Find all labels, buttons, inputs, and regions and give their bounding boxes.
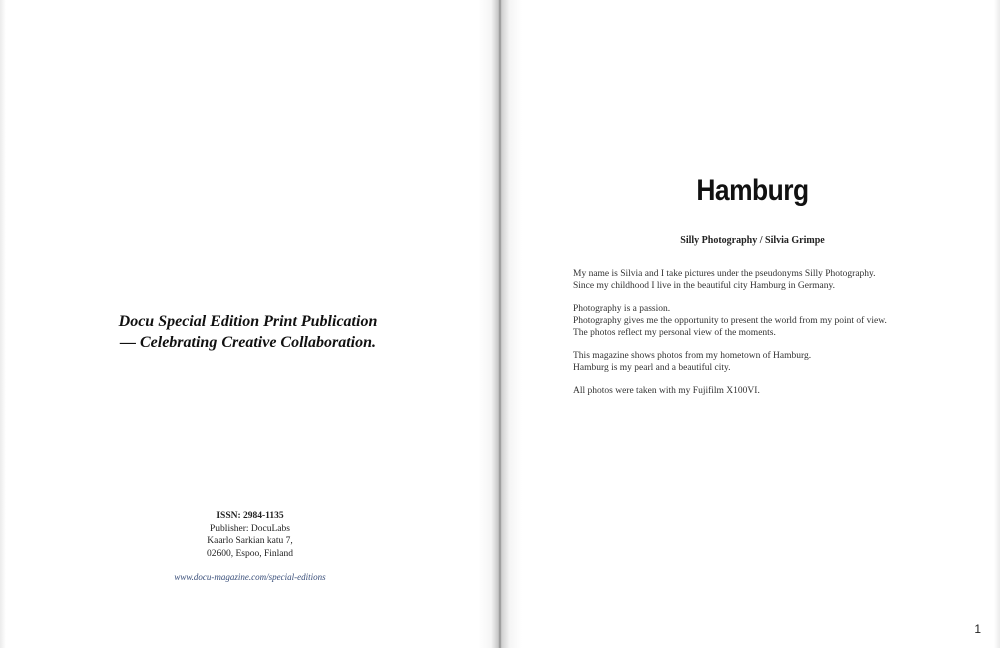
paragraph bbox=[573, 386, 973, 398]
text-line: Since my childhood I live in the beautiful city Hamburg in Germany. bbox=[573, 280, 835, 291]
publication-title-line1: Docu Special Edition Print Publication bbox=[118, 313, 378, 330]
address-city: 02600, Espoo, Finland bbox=[206, 548, 294, 559]
right-page bbox=[500, 0, 1000, 648]
page-edge-shadow bbox=[994, 0, 1000, 648]
publication-title-line2: — Celebrating Creative Collaboration. bbox=[119, 334, 376, 351]
text-line: The photos reflect my personal view of the moments. bbox=[573, 327, 776, 338]
article-title: Hamburg bbox=[696, 174, 809, 207]
page-number: 1 bbox=[974, 622, 981, 636]
publication-title bbox=[100, 311, 396, 353]
text-line: Photography is a passion. bbox=[573, 304, 671, 315]
paragraph bbox=[573, 269, 973, 292]
text-line: This magazine shows photos from my hometown of Hamburg. bbox=[573, 350, 812, 361]
paragraph bbox=[573, 351, 973, 374]
text-line: Hamburg is my pearl and a beautiful city. bbox=[573, 362, 731, 373]
article-body bbox=[573, 269, 973, 409]
publisher-label: Publisher: DocuLabs bbox=[210, 523, 290, 534]
address-street: Kaarlo Sarkian katu 7, bbox=[207, 536, 293, 546]
imprint-block bbox=[150, 510, 350, 584]
issn-label: ISSN: 2984-1135 bbox=[216, 511, 284, 521]
text-line: My name is Silvia and I take pictures under the pseudonyms Silly Photography. bbox=[573, 269, 876, 279]
text-line: Photography gives me the opportunity to present the world from my point of view. bbox=[573, 315, 887, 326]
paragraph bbox=[573, 304, 973, 339]
website-link[interactable]: www.docu-magazine.com/special-editions bbox=[174, 572, 326, 582]
page-edge-shadow bbox=[0, 0, 6, 648]
article-byline: Silly Photography / Silvia Grimpe bbox=[680, 235, 825, 246]
text-line: All photos were taken with my Fujifilm X100VI. bbox=[573, 385, 760, 396]
